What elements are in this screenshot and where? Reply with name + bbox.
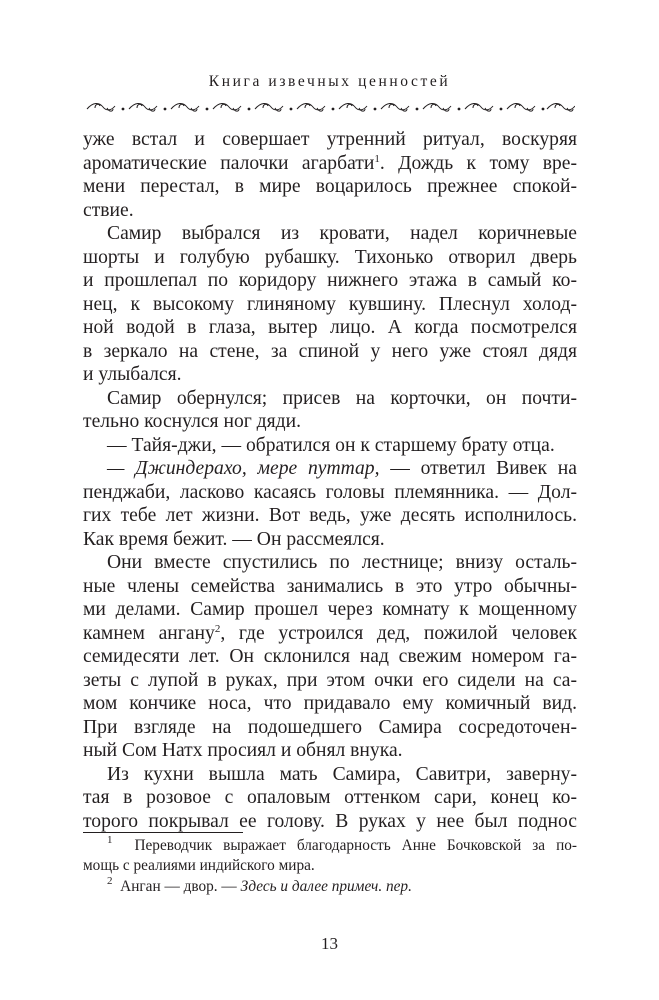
- paragraph-2: [83, 222, 577, 387]
- text-line: тельно коснулся ног дяди.: [83, 411, 302, 432]
- text-line: нец, к высокому глиняному кувшину. Плеснул холод-: [83, 293, 577, 315]
- text-line: уже встал и совершает утренний ритуал, воскуряя: [83, 129, 577, 150]
- text-line: тая в розовое с опаловым оттенком сари, конец ко-: [83, 787, 577, 808]
- text-line: ный Сом Натх просиял и обнял внука.: [83, 740, 403, 761]
- text-line: ные члены семейства занимались в это утро обычны-: [83, 575, 577, 597]
- text-fragment: камнем ангану: [83, 622, 215, 644]
- text-fragment: ароматические палочки агарбати: [83, 152, 375, 174]
- text-line: ми делами. Самир прошел через комнату к мощенному: [83, 599, 577, 620]
- footnote-line: мощь с реалиями индийского мира.: [83, 856, 315, 874]
- text-line: Как время бежит. — Он рассмеялся.: [83, 528, 385, 550]
- footnote-text: Переводчик выражает благодарность Анне Бочковской за по-: [134, 837, 577, 854]
- footnote-text: Анган — двор. —: [120, 878, 241, 895]
- text-line: — Тайя-джи, — обратился он к старшему брату отца.: [107, 434, 555, 456]
- text-line: ной водой в глаза, вытер лицо. А когда посмотрелся: [83, 317, 577, 338]
- footnote-ref-2[interactable]: 2: [214, 622, 221, 635]
- paragraph-1: [83, 128, 577, 222]
- footnote-italic: Здесь и далее примеч. пер.: [240, 878, 412, 895]
- text-fragment: , где устроился дед, пожилой человек: [220, 622, 577, 644]
- text-line: и прошлепал по коридору нижнего этажа в самый ко-: [83, 270, 577, 291]
- paragraph-5: [83, 457, 577, 551]
- footnote-marker-1: 1: [107, 834, 113, 846]
- text-line: в зеркало на стене, за спиной у него уже стоял дядя: [83, 340, 577, 362]
- footnote-marker-2: 2: [107, 875, 113, 887]
- text-line: [83, 457, 577, 481]
- paragraph-4: [83, 434, 577, 458]
- text-line: мом кончике носа, что придавало ему комичный вид.: [83, 693, 577, 714]
- text-line: [83, 622, 577, 646]
- text-fragment: . Дождь к тому вре-: [379, 152, 577, 174]
- text-line: Из кухни вышла мать Самира, Савитри, заверну-: [107, 763, 577, 785]
- body-text: [83, 128, 577, 833]
- running-title: Книга извечных ценностей: [208, 73, 451, 90]
- text-line: семидесяти лет. Он склонился над свежим номером га-: [83, 646, 577, 667]
- text-fragment: — ответил Вивек на: [379, 458, 577, 479]
- text-line: Самир выбрался из кровати, надел коричневые: [107, 223, 577, 244]
- text-line: ствие.: [83, 199, 134, 221]
- text-line: мени перестал, в мире воцарилось прежнее спокой-: [83, 176, 577, 197]
- footnote-2: [83, 877, 577, 897]
- vine-ornament-divider: [85, 98, 575, 116]
- paragraph-7: [83, 763, 577, 834]
- text-line: гих тебе лет жизни. Вот ведь, уже десять исполнилось.: [83, 505, 577, 526]
- footnote-line: [83, 836, 577, 856]
- text-line: При взгляде на подошедшего Самира сосредоточен-: [83, 716, 577, 738]
- text-line: и улыбался.: [83, 364, 182, 385]
- page-number: 13: [321, 934, 338, 953]
- text-line: торого покрывал ее голову. В руках у нее был поднос: [83, 810, 577, 832]
- text-line: Самир обернулся; присев на корточки, он почти-: [107, 387, 577, 409]
- paragraph-3: [83, 387, 577, 434]
- text-line: Они вместе спустились по лестнице; внизу осталь-: [107, 552, 577, 573]
- text-line: шорты и голубую рубашку. Тихонько отворил дверь: [83, 246, 577, 268]
- paragraph-6: [83, 551, 577, 763]
- text-line: зеты с лупой в руках, при этом очки его сидели на са-: [83, 669, 577, 691]
- footnote-ref-1[interactable]: 1: [374, 152, 380, 165]
- text-line: [83, 152, 577, 176]
- footnote-1: [83, 836, 577, 875]
- text-line: пенджаби, ласково касаясь головы племянника. — Дол-: [83, 481, 577, 503]
- footnote-divider: [83, 832, 243, 833]
- footnotes: [83, 836, 577, 899]
- italic-phrase: — Джиндерахо, мере путтар,: [107, 458, 380, 479]
